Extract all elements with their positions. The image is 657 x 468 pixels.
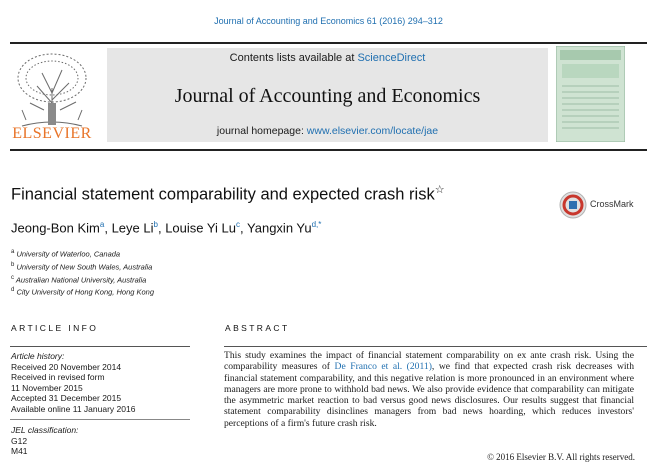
history-item: Received 20 November 2014 [11,361,122,372]
affiliation-text: University of New South Wales, Australia [16,262,153,272]
history-item: Accepted 31 December 2015 [11,393,122,403]
affiliation-item [11,247,154,260]
history-item: Received in revised form [11,372,105,382]
homepage-line [107,125,548,137]
article-info-rule [10,346,190,347]
title-footnote-marker[interactable]: ☆ [434,184,445,196]
jel-code: G12 [11,435,28,446]
journal-citation: Journal of Accounting and Economics 61 (2016) 294–312 [214,16,443,26]
author-affiliation-marker[interactable]: d,* [311,220,322,229]
abstract-heading: ABSTRACT [225,323,290,333]
author-name[interactable]: Jeong-Bon Kim [11,220,100,236]
author-name[interactable]: Yangxin Yu [247,220,312,236]
history-item: Available online 11 January 2016 [11,403,136,414]
abstract-text [224,350,634,429]
affiliation-key: a [11,249,15,255]
author-affiliation-marker[interactable]: a [99,220,105,229]
contents-line [107,52,548,64]
sciencedirect-link[interactable]: ScienceDirect [357,52,426,64]
affiliation-item [11,285,154,298]
article-title [11,183,445,205]
abstract-rule [224,346,647,347]
affiliation-text: City University of Hong Kong, Hong Kong [16,287,155,297]
article-history [11,351,189,414]
article-info-heading: ARTICLE INFO [11,323,99,333]
article-title-text: Financial statement comparability and expected crash risk [11,185,435,204]
author-name[interactable]: Louise Yi Lu [165,220,237,236]
journal-title: Journal of Accounting and Economics [174,85,481,107]
homepage-link[interactable]: www.elsevier.com/locate/jae [306,125,439,137]
jel-label: JEL classification: [11,425,79,435]
history-label: Article history: [11,351,65,361]
affiliation-list [11,247,154,298]
elsevier-wordmark: ELSEVIER [12,125,92,142]
affiliation-item [11,260,154,273]
jel-classification [11,425,78,457]
affiliation-text: Australian National University, Australia [15,275,147,285]
crossmark-label[interactable]: CrossMark [590,199,634,209]
abstract-part-2: , we find that expected crash risk decreases with financial statement comparability, and this negative relation is more pronounced in an environment where managers are more prone to withhold bad news. We also provide evidence that comparability can mitigate the asymmetric market reaction to bad versus good news disclosures. Our results suggest that financial statement comparability disinclines managers from bad news hoarding, which reduces investors' perceptions of a firm's future crash risk. [224,361,635,429]
affiliation-item [11,273,154,286]
top-rule [10,42,647,44]
author-affiliation-marker[interactable]: b [153,220,158,229]
affiliation-text: University of Waterloo, Canada [16,249,121,259]
contents-prefix: Contents lists available at [229,52,358,64]
journal-cover-thumbnail[interactable] [556,46,625,142]
abstract-part-1: This study examines the impact of financial statement comparability on ex ante crash risk. Using the comparability measures of [224,350,634,373]
affiliation-key: b [11,261,15,268]
author-affiliation-marker[interactable]: c [236,220,241,229]
affiliation-key: c [11,274,14,281]
citation-link[interactable]: De Franco et al. (2011) [334,361,432,373]
header-bottom-rule [10,149,647,151]
history-item: 11 November 2015 [11,382,83,393]
history-rule [10,419,190,420]
copyright-notice: © 2016 Elsevier B.V. All rights reserved. [487,452,635,462]
author-list: Jeong-Bon Kim$^a$, Leye Li$^b$, Louise Yi Lu$^c$, Yangxin $Yu^{d,*}$ [11,220,322,236]
jel-code: M41 [11,446,28,456]
affiliation-key: d [11,287,15,294]
author-name[interactable]: Leye Li [111,220,154,236]
homepage-prefix: journal homepage: [216,125,307,137]
